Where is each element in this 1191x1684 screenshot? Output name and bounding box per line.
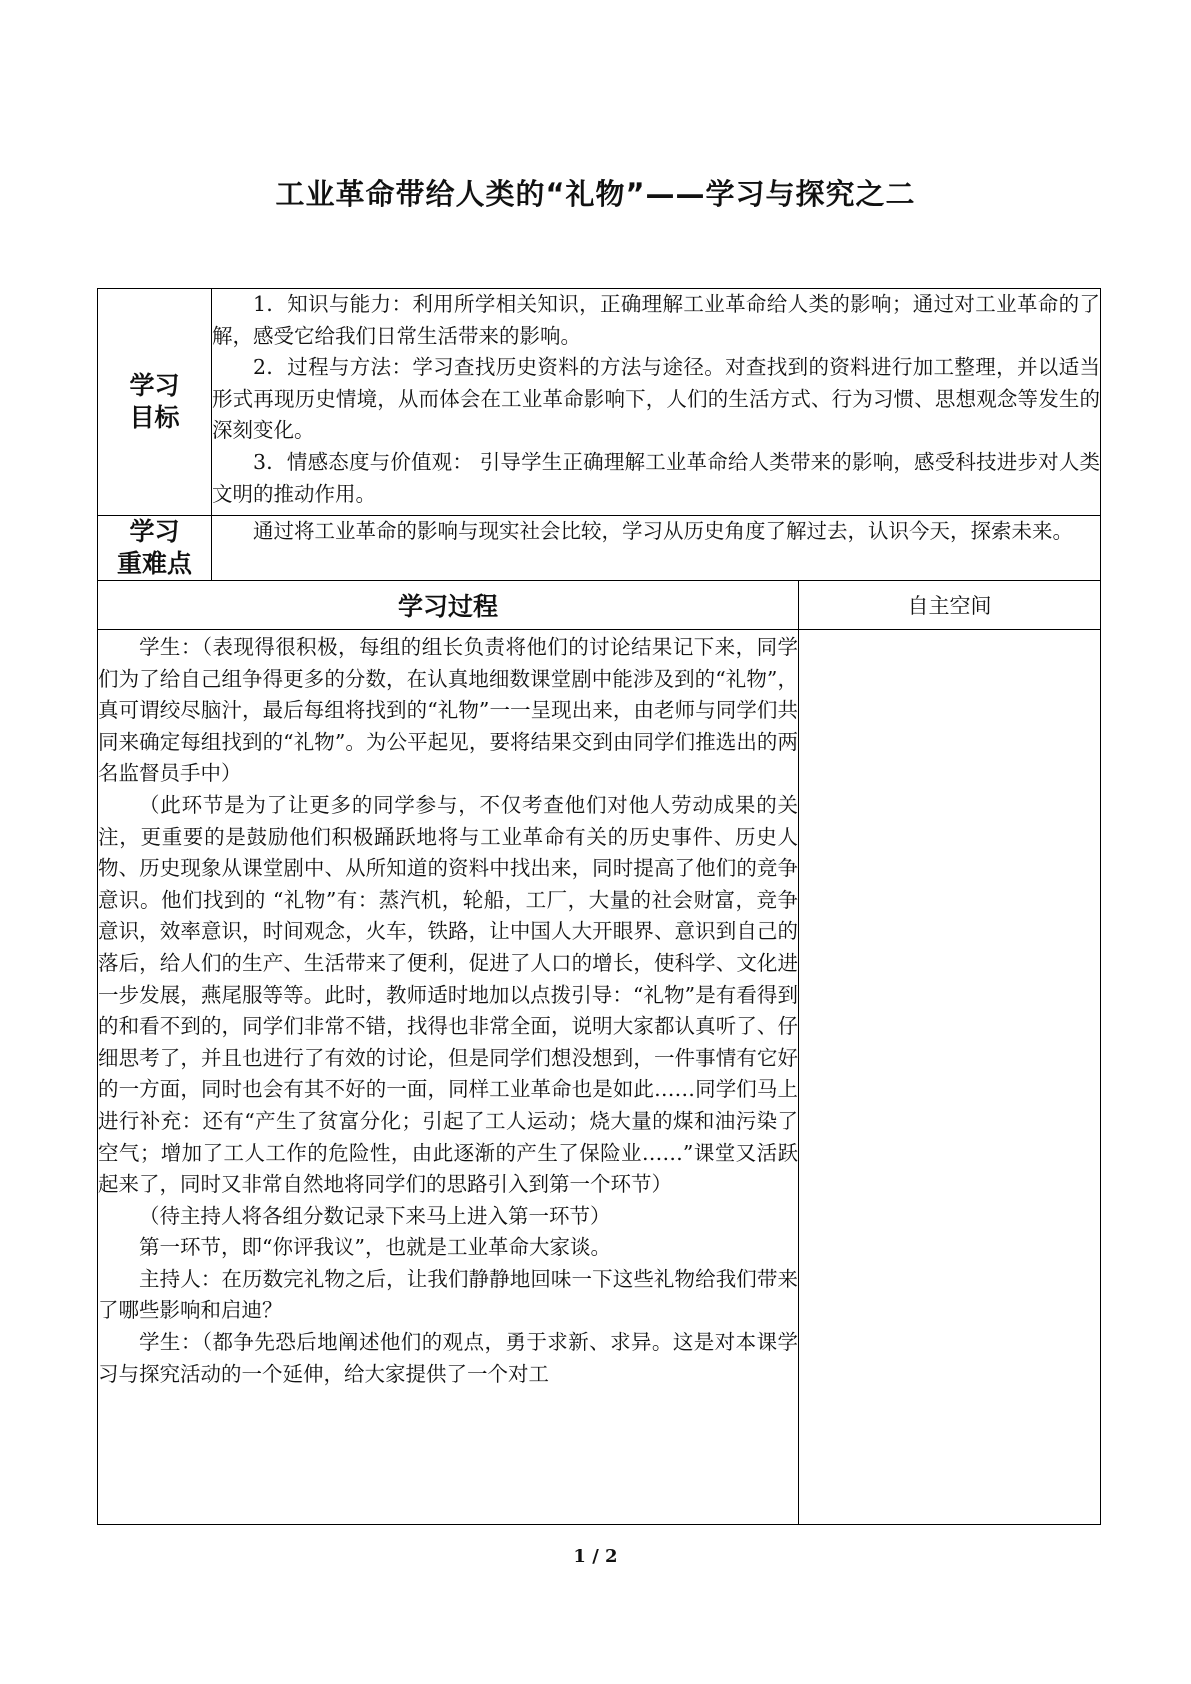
process-paragraph: （待主持人将各组分数记录下来马上进入第一环节）	[139, 1203, 611, 1228]
lesson-table	[97, 288, 1101, 1525]
page-number: 1 / 2	[573, 1546, 618, 1567]
key-points-text: 通过将工业革命的影响与现实社会比较，学习从历史角度了解过去，认识今天，探索未来。	[253, 519, 1073, 543]
objective-item: 2．过程与方法：学习查找历史资料的方法与途径。对查找到的资料进行加工整理，并以适当形式再现历史情境，从而体会在工业革命影响下，人们的生活方式、行为习惯、思想观念等发生的深刻变化。	[212, 355, 1101, 443]
self-study-space	[799, 630, 1101, 1525]
process-content	[98, 630, 799, 1525]
space-header: 自主空间	[799, 581, 1101, 630]
process-paragraph: 学生：（表现得很积极，每组的组长负责将他们的讨论结果记下来，同学们为了给自己组争得更多的分数，在认真地细数课堂剧中能涉及到的“礼物”，真可谓绞尽脑汁，最后每组将找到的“礼物”一一呈现出来，由老师与同学们共同来确定每组找到的“礼物”。为公平起见，要将结果交到由同学们推选出的两名监督员手中）	[98, 635, 798, 786]
process-paragraph: 第一环节，即“你评我议”，也就是工业革命大家谈。	[139, 1235, 611, 1260]
document-title: 工业革命带给人类的“礼物”——学习与探究之二	[275, 177, 916, 211]
key-points-label-line1: 学习	[129, 517, 180, 546]
process-paragraph: 学生：（都争先恐后地阐述他们的观点，勇于求新、求异。这是对本课学习与探究活动的一个延伸，给大家提供了一个对工	[98, 1330, 798, 1386]
key-points-content	[212, 516, 1101, 581]
process-paragraph: （此环节是为了让更多的同学参与，不仅考查他们对他人劳动成果的关注，更重要的是鼓励他们积极踊跃地将与工业革命有关的历史事件、历史人物、历史现象从课堂剧中、从所知道的资料中找出来，同时提高了他们的竞争意识。他们找到的 “礼物”有：蒸汽机，轮船，工厂，大量的社会财富，竞争意识，效率意识，时间观念，火车，铁路，让中国人大开眼界、意识到自己的落后，给人们的生产、生活带来了便利，促进了人口的增长，使科学、文化进一步发展，燕尾服等等。此时，教师适时地加以点拨引导：“礼物”是有看得到的和看不到的，同学们非常不错，找得也非常全面，说明大家都认真听了、仔细思考了，并且也进行了有效的讨论，但是同学们想没想到，一件事情有它好的一方面，同时也会有其不好的一面，同样工业革命也是如此……同学们马上进行补充：还有“产生了贫富分化；引起了工人运动；烧大量的煤和油污染了空气；增加了工人工作的危险性，由此逐渐的产生了保险业……”课堂又活跃起来了，同时又非常自然地将同学们的思路引入到第一个环节）	[98, 792, 798, 1197]
process-paragraph: 主持人：在历数完礼物之后，让我们静静地回味一下这些礼物给我们带来了哪些影响和启迪？	[98, 1266, 798, 1323]
key-points-row	[98, 516, 1101, 581]
objectives-label-line1: 学习	[129, 371, 180, 400]
objectives-row	[98, 289, 1101, 516]
objectives-content	[212, 289, 1101, 516]
objectives-label	[98, 289, 212, 516]
key-points-label	[98, 516, 212, 581]
key-points-label-line2: 重难点	[116, 549, 192, 578]
process-body-row	[98, 630, 1101, 1525]
process-header-row	[98, 581, 1101, 630]
objective-item: 1．知识与能力：利用所学相关知识，正确理解工业革命给人类的影响；通过对工业革命的了解，感受它给我们日常生活带来的影响。	[212, 292, 1101, 348]
process-header: 学习过程	[98, 581, 799, 630]
objective-item: 3．情感态度与价值观： 引导学生正确理解工业革命给人类带来的影响，感受科技进步对人类文明的推动作用。	[212, 449, 1101, 506]
objectives-label-line2: 目标	[129, 403, 180, 432]
